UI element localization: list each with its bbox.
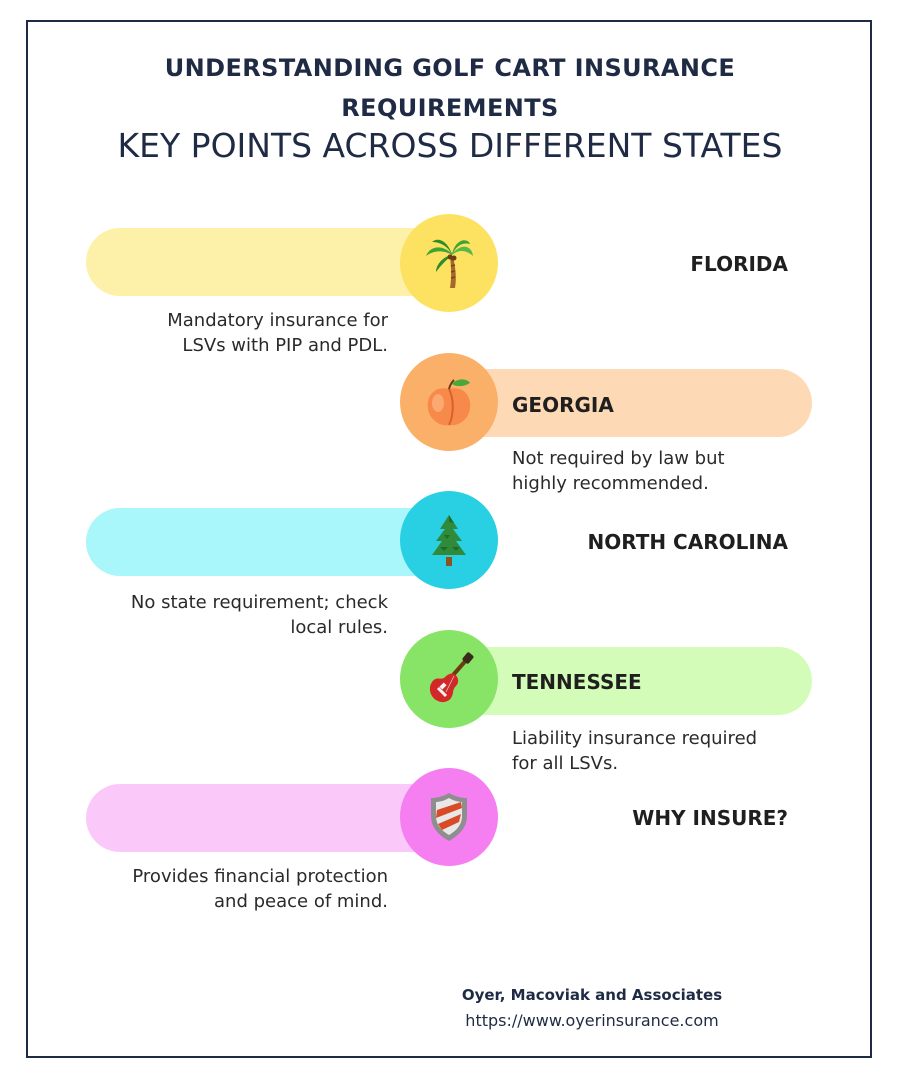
peach-icon: [424, 375, 474, 429]
tennessee-icon-circle: [400, 630, 498, 728]
palm-tree-icon: [424, 236, 474, 290]
page-title: [0, 48, 900, 128]
georgia-icon-circle: [400, 353, 498, 451]
florida-label: FLORIDA: [690, 252, 788, 276]
why-insure-icon-circle: [400, 768, 498, 866]
north-carolina-icon-circle: [400, 491, 498, 589]
footer-company-name: Oyer, Macoviak and Associates: [461, 986, 723, 1004]
title-line-2: REQUIREMENTS: [341, 94, 559, 122]
tennessee-description: [512, 726, 812, 776]
shield-icon: [424, 790, 474, 844]
tennessee-label: TENNESSEE: [512, 670, 642, 694]
florida-description-line-1: Mandatory insurance for: [167, 310, 388, 331]
georgia-description: [512, 446, 812, 496]
georgia-description-line-2: highly recommended.: [512, 473, 709, 494]
tennessee-description-line-2: for all LSVs.: [512, 753, 619, 774]
pine-tree-icon: [424, 513, 474, 567]
title-line-1: UNDERSTANDING GOLF CART INSURANCE: [164, 54, 736, 82]
north-carolina-description-line-2: local rules.: [290, 617, 388, 638]
guitar-icon: [424, 652, 474, 706]
florida-description-line-2: LSVs with PIP and PDL.: [182, 335, 388, 356]
florida-description: [88, 308, 388, 358]
footer-url-link[interactable]: https://www.oyerinsurance.com: [465, 1011, 719, 1030]
why-insure-description: [88, 864, 388, 914]
why-insure-label: WHY INSURE?: [632, 806, 788, 830]
north-carolina-label: NORTH CAROLINA: [587, 530, 788, 554]
north-carolina-description-line-1: No state requirement; check: [130, 592, 388, 613]
north-carolina-description: [88, 590, 388, 640]
georgia-label: GEORGIA: [512, 393, 614, 417]
florida-icon-circle: [400, 214, 498, 312]
georgia-description-line-1: Not required by law but: [512, 448, 725, 469]
why-insure-description-line-2: and peace of mind.: [214, 891, 388, 912]
why-insure-description-line-1: Provides financial protection: [132, 866, 388, 887]
tennessee-description-line-1: Liability insurance required: [512, 728, 758, 749]
page-subtitle: KEY POINTS ACROSS DIFFERENT STATES: [117, 126, 783, 165]
